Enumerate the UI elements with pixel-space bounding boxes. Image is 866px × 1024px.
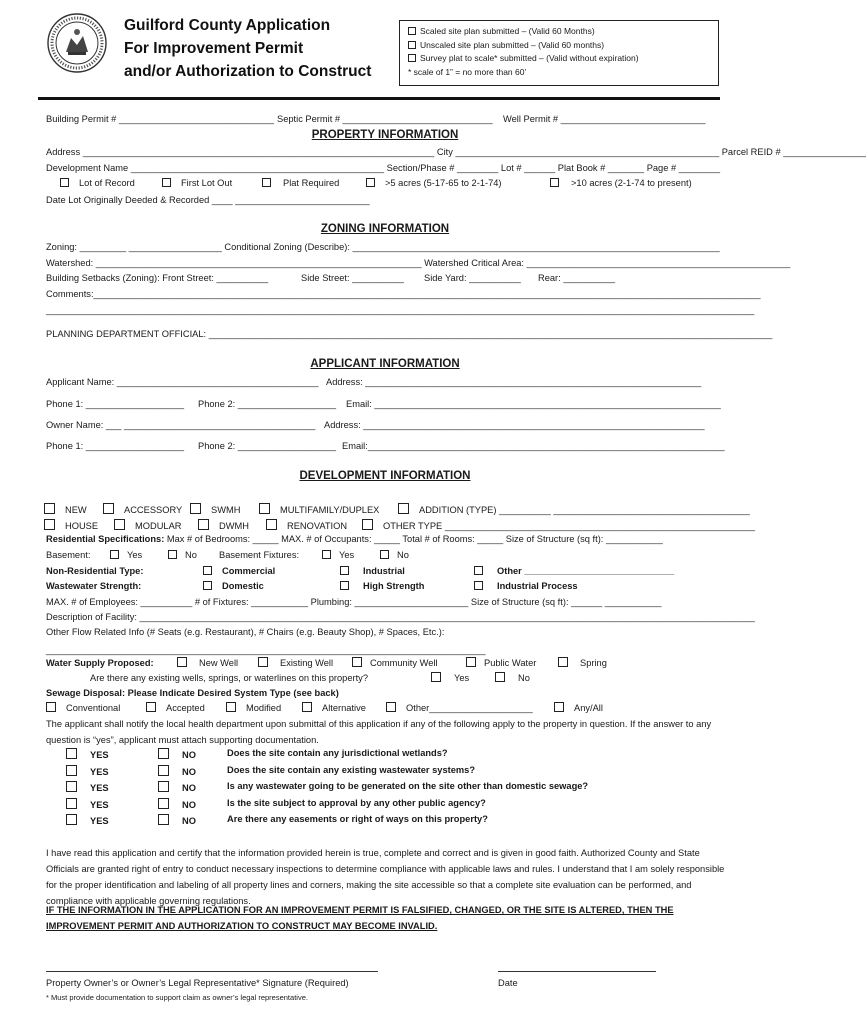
commercial-checkbox[interactable] <box>203 566 212 575</box>
facility-description-field[interactable]: Description of Facility: _______________________________________________________________________________________________________________________ <box>46 612 755 622</box>
acres-5-checkbox[interactable] <box>366 178 375 187</box>
renovation-option[interactable]: RENOVATION <box>266 519 347 531</box>
spring-checkbox[interactable] <box>558 657 568 667</box>
water-supply-label: Water Supply Proposed: <box>46 658 154 668</box>
modified-checkbox[interactable] <box>226 702 236 712</box>
acres-10-option[interactable]: >10 acres (2-1-74 to present) <box>550 178 692 188</box>
new-well-option[interactable]: New Well <box>177 657 238 668</box>
other-type-checkbox[interactable] <box>362 519 373 530</box>
zoning-info-heading: ZONING INFORMATION <box>320 223 450 235</box>
swmh-option[interactable]: SWMH <box>190 503 240 515</box>
ww-strength-label: Wastewater Strength: <box>46 581 142 591</box>
signature-label: Property Owner’s or Owner’s Legal Representative* Signature (Required) <box>46 978 349 988</box>
other-system-checkbox[interactable] <box>386 702 396 712</box>
question-yes-option[interactable]: YES <box>66 798 109 810</box>
date-label: Date <box>498 978 518 988</box>
question-yes-checkbox[interactable] <box>66 781 77 792</box>
modular-option[interactable]: MODULAR <box>114 519 182 531</box>
house-option[interactable]: HOUSE <box>44 519 98 531</box>
property-info-heading: PROPERTY INFORMATION <box>311 129 459 141</box>
applicant-name-field[interactable]: Applicant Name: _______________________________________ <box>46 377 319 387</box>
dwmh-checkbox[interactable] <box>198 519 209 530</box>
nonres-type-label: Non-Residential Type: <box>46 566 144 576</box>
signature-footnote: * Must provide documentation to support claim as owner’s legal representative. <box>46 993 308 1002</box>
existing-wells-no-checkbox[interactable] <box>495 672 505 682</box>
side-yard-setback-field[interactable]: Side Yard: __________ <box>424 273 521 283</box>
notify-paragraph: The applicant shall notify the local health department upon submittal of this application if any of the following apply to the property in question. If the answer to any question is “yes”, applicant must attach supporting documentation. <box>46 719 712 745</box>
question-no-checkbox[interactable] <box>158 781 169 792</box>
any-all-option[interactable]: Any/All <box>554 702 603 713</box>
existing-well-checkbox[interactable] <box>258 657 268 667</box>
high-strength-option[interactable]: High Strength <box>340 581 424 591</box>
owner-address-field[interactable]: Address: __________________________________________________________________ <box>324 420 705 430</box>
question-no-option[interactable]: NO <box>158 765 196 777</box>
acres-5-option[interactable]: >5 acres (5-17-65 to 2-1-74) <box>366 178 502 188</box>
first-lot-out-option[interactable]: First Lot Out <box>162 178 232 188</box>
public-water-checkbox[interactable] <box>466 657 476 667</box>
other-nonres-checkbox[interactable] <box>474 566 483 575</box>
plat-required-checkbox[interactable] <box>262 178 271 187</box>
existing-wells-question: Are there any existing wells, springs, or waterlines on this property? <box>90 673 369 683</box>
basement-yes-option[interactable]: Yes <box>110 550 142 560</box>
title-line-1: Guilford County Application <box>124 17 331 34</box>
new-option[interactable]: NEW <box>44 503 87 515</box>
conventional-checkbox[interactable] <box>46 702 56 712</box>
title-line-2: For Improvement Permit <box>124 40 304 57</box>
question-no-checkbox[interactable] <box>158 814 169 825</box>
building-permit-field[interactable]: Building Permit # ______________________________ <box>46 114 274 124</box>
max-employees-row[interactable]: MAX. # of Employees: __________ # of Fixtures: ___________ Plumbing: ______________________ Size of Structure (sq ft): ______ ___________ <box>46 597 662 607</box>
basement-label: Basement: <box>46 550 91 560</box>
owner-phone2-field[interactable]: Phone 2: ___________________ <box>198 441 337 451</box>
plan-submission-box <box>399 20 719 86</box>
question-no-option[interactable]: NO <box>158 798 196 810</box>
question-text: Does the site contain any jurisdictional wetlands? <box>227 748 448 758</box>
domestic-option[interactable]: Domestic <box>203 581 264 591</box>
first-lot-out-checkbox[interactable] <box>162 178 171 187</box>
new-checkbox[interactable] <box>44 503 55 514</box>
accepted-option[interactable]: Accepted <box>146 702 205 713</box>
existing-wells-no-option[interactable]: No <box>495 672 530 683</box>
rear-setback-field[interactable]: Rear: __________ <box>538 273 616 283</box>
zoning-field[interactable]: Zoning: _________ __________________ Conditional Zoning (Describe): _______________________________________________________________________ <box>46 242 720 252</box>
date-line[interactable] <box>498 971 656 972</box>
question-yes-option[interactable]: YES <box>66 748 109 760</box>
question-yes-checkbox[interactable] <box>66 748 77 759</box>
question-no-option[interactable]: NO <box>158 814 196 826</box>
industrial-process-checkbox[interactable] <box>474 581 483 590</box>
sewage-disposal-label: Sewage Disposal: Please Indicate Desired System Type (see back) <box>46 688 339 698</box>
conventional-option[interactable]: Conventional <box>46 702 120 713</box>
owner-phone1-field[interactable]: Phone 1: ___________________ <box>46 441 185 451</box>
high-strength-checkbox[interactable] <box>340 581 349 590</box>
fixtures-no-option[interactable]: No <box>380 550 409 560</box>
other-nonres-option[interactable]: Other _____________________________ <box>474 566 674 576</box>
scaled-plan-label: Scaled site plan submitted – (Valid 60 Months) <box>420 26 595 36</box>
fixtures-no-checkbox[interactable] <box>380 550 389 559</box>
plat-required-option[interactable]: Plat Required <box>262 178 339 188</box>
other-flow-label: Other Flow Related Info (# Seats (e.g. Restaurant), # Chairs (e.g. Beauty Shop), # Spaces, Etc.): <box>46 627 445 637</box>
survey-plat-label: Survey plat to scale* submitted – (Valid without expiration) <box>420 53 639 63</box>
question-yes-option[interactable]: YES <box>66 814 109 826</box>
well-permit-field[interactable]: Well Permit # ____________________________ <box>503 114 706 124</box>
scaled-plan-checkbox[interactable] <box>408 27 416 35</box>
industrial-option[interactable]: Industrial <box>340 566 405 576</box>
signature-line[interactable] <box>46 971 378 972</box>
addition-option[interactable]: ADDITION (TYPE) __________ ______________________________________ <box>398 503 750 515</box>
multifamily-option[interactable]: MULTIFAMILY/DUPLEX <box>259 503 379 515</box>
other-type-option[interactable]: OTHER TYPE ____________________________________________________________ <box>362 519 722 531</box>
lot-of-record-option[interactable]: Lot of Record <box>60 178 135 188</box>
development-name-field[interactable]: Development Name _________________________________________________ Section/Phase # ________ Lot # ______ Plat Book # _______ Page # ________ <box>46 163 721 173</box>
accessory-checkbox[interactable] <box>103 503 114 514</box>
addition-checkbox[interactable] <box>398 503 409 514</box>
question-text: Does the site contain any existing wastewater systems? <box>227 764 476 775</box>
commercial-option[interactable]: Commercial <box>203 566 275 576</box>
scale-note: * scale of 1” = no more than 60’ <box>408 66 527 77</box>
side-street-setback-field[interactable]: Side Street: __________ <box>301 273 404 283</box>
existing-wells-yes-option[interactable]: Yes <box>431 672 469 683</box>
community-well-option[interactable]: Community Well <box>352 657 438 668</box>
applicant-address-field[interactable]: Address: _________________________________________________________________ <box>326 377 702 387</box>
planning-official-field[interactable]: PLANNING DEPARTMENT OFFICIAL: _____________________________________________________________________________________________________________ <box>46 329 773 339</box>
community-well-checkbox[interactable] <box>352 657 362 667</box>
renovation-checkbox[interactable] <box>266 519 277 530</box>
alternative-checkbox[interactable] <box>302 702 312 712</box>
lot-of-record-checkbox[interactable] <box>60 178 69 187</box>
county-seal-logo <box>46 12 108 74</box>
question-yes-checkbox[interactable] <box>66 765 77 776</box>
question-yes-option[interactable]: YES <box>66 781 109 793</box>
any-all-checkbox[interactable] <box>554 702 564 712</box>
applicant-email-field[interactable]: Email: ___________________________________________________________________ <box>346 399 721 409</box>
front-street-setback-field[interactable]: Building Setbacks (Zoning): Front Street: __________ <box>46 273 269 283</box>
address-field[interactable]: Address ____________________________________________________________________ City ___________________________________________________ Parcel REID # ________________ <box>46 147 866 157</box>
date-deeded-field[interactable]: Date Lot Originally Deeded & Recorded ____ __________________________ <box>46 195 370 205</box>
question-text: Is any wastewater going to be generated on the site other than domestic sewage? <box>227 781 589 791</box>
question-text: Is the site subject to approval by any other public agency? <box>227 797 486 808</box>
question-yes-option[interactable]: YES <box>66 765 109 777</box>
fixtures-yes-checkbox[interactable] <box>322 550 331 559</box>
residential-specs-fields: Max # of Bedrooms: _____ MAX. # of Occupants: _____ Total # of Rooms: _____ Size of Structure (sq ft): ___________ <box>164 534 663 544</box>
form-title <box>124 14 371 83</box>
existing-wells-yes-checkbox[interactable] <box>431 672 441 682</box>
modular-checkbox[interactable] <box>114 519 125 530</box>
spring-option[interactable]: Spring <box>558 657 607 668</box>
comments-line-2[interactable]: _________________________________________________________________________________________________________________________________________ <box>46 305 755 315</box>
swmh-checkbox[interactable] <box>190 503 201 514</box>
applicant-info-heading: APPLICANT INFORMATION <box>310 358 460 370</box>
watershed-field[interactable]: Watershed: _______________________________________________________________ Watershed Critical Area: ___________________________________________________ <box>46 258 791 268</box>
basement-yes-checkbox[interactable] <box>110 550 119 559</box>
comments-field[interactable]: Comments:_________________________________________________________________________________________________________________________________ <box>46 289 761 299</box>
unscaled-plan-checkbox[interactable] <box>408 41 416 49</box>
question-yes-checkbox[interactable] <box>66 814 77 825</box>
question-no-checkbox[interactable] <box>158 798 169 809</box>
owner-email-field[interactable]: Email:_____________________________________________________________________ <box>342 441 725 451</box>
survey-plat-checkbox[interactable] <box>408 54 416 62</box>
question-no-option[interactable]: NO <box>158 748 196 760</box>
modified-option[interactable]: Modified <box>226 702 281 713</box>
septic-permit-field[interactable]: Septic Permit # _____________________________ <box>277 114 493 124</box>
industrial-checkbox[interactable] <box>340 566 349 575</box>
house-checkbox[interactable] <box>44 519 55 530</box>
applicant-phone1-field[interactable]: Phone 1: ___________________ <box>46 399 185 409</box>
residential-specs-label: Residential Specifications: <box>46 534 165 544</box>
other-flow-field[interactable]: _____________________________________________________________________________________ <box>46 645 486 655</box>
accepted-checkbox[interactable] <box>146 702 156 712</box>
title-line-3: and/or Authorization to Construct <box>124 63 372 80</box>
owner-name-field[interactable]: Owner Name: ___ _____________________________________ <box>46 420 316 430</box>
question-text: Are there any easements or right of ways on this property? <box>227 814 488 824</box>
certification-paragraph: I have read this application and certify that the information provided herein is true, complete and correct and is given in good faith. Authorized County and State Officials are granted right of entry to conduct necessary inspections to determine compliance with applicable laws and rules. I understand that I am solely responsible for the proper identification and labeling of all property lines and corners, making the site accessible so that a complete site evaluation can be performed, and compliance with applicable governing regulations. <box>46 848 725 906</box>
existing-well-option[interactable]: Existing Well <box>258 657 333 668</box>
applicant-phone2-field[interactable]: Phone 2: ___________________ <box>198 399 337 409</box>
question-no-checkbox[interactable] <box>158 748 169 759</box>
header-divider <box>38 97 720 100</box>
new-well-checkbox[interactable] <box>177 657 187 667</box>
basement-no-option[interactable]: No <box>168 550 197 560</box>
development-info-heading: DEVELOPMENT INFORMATION <box>299 470 471 482</box>
fixtures-yes-option[interactable]: Yes <box>322 550 354 560</box>
accessory-option[interactable]: ACCESSORY <box>103 503 182 515</box>
residential-specs-row[interactable] <box>46 534 722 544</box>
unscaled-plan-label: Unscaled site plan submitted – (Valid 60 months) <box>420 39 605 50</box>
falsification-warning: IF THE INFORMATION IN THE APPLICATION FOR AN IMPROVEMENT PERMIT IS FALSIFIED, CHANGED, OR THE SITE IS ALTERED, THEN THE IMPROVEMENT PERMIT AND AUTHORIZATION TO CONSTRUCT MAY BECOME INVALID. <box>46 905 674 931</box>
basement-fixtures-label: Basement Fixtures: <box>219 550 300 560</box>
basement-no-checkbox[interactable] <box>168 550 177 559</box>
question-no-option[interactable]: NO <box>158 781 196 793</box>
question-no-checkbox[interactable] <box>158 765 169 776</box>
question-yes-checkbox[interactable] <box>66 798 77 809</box>
multifamily-checkbox[interactable] <box>259 503 270 514</box>
dwmh-option[interactable]: DWMH <box>198 519 249 531</box>
alternative-option[interactable]: Alternative <box>302 702 366 713</box>
public-water-option[interactable]: Public Water <box>466 657 536 668</box>
industrial-process-option[interactable]: Industrial Process <box>474 581 578 591</box>
acres-10-checkbox[interactable] <box>550 178 559 187</box>
domestic-checkbox[interactable] <box>203 581 212 590</box>
other-system-option[interactable]: Other____________________ <box>386 702 533 713</box>
